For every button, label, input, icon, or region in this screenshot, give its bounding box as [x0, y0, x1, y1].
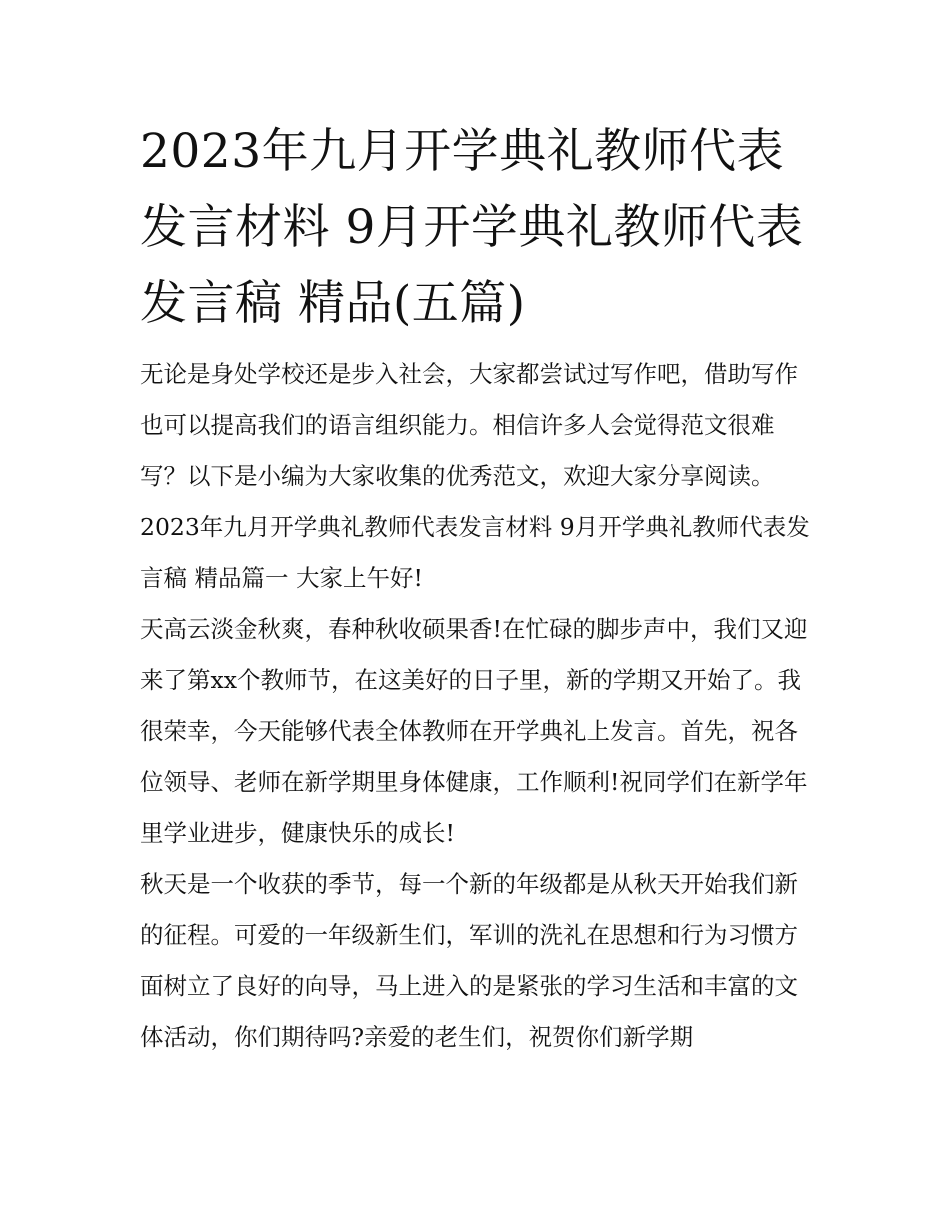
paragraph-autumn: 秋天是一个收获的季节，每一个新的年级都是从秋天开始我们新的征程。可爱的一年级新生们，军训的洗礼在思想和行为习惯方面树立了良好的向导，马上进入的是紧张的学习生活和丰富的文体活动，你们期待吗?亲爱的老生们，祝贺你们新学期: [140, 870, 798, 1051]
paragraph-section-heading: 2023年九月开学典礼教师代表发言材料 9月开学典礼教师代表发言稿 精品篇一 大家上午好!: [140, 513, 810, 592]
paragraph-greeting: 天高云淡金秋爽，春种秋收硕果香!在忙碌的脚步声中，我们又迎来了第xx个教师节，在这美好的日子里，新的学期又开始了。我很荣幸，今天能够代表全体教师在开学典礼上发言。首先，祝各位领导、老师在新学期里身体健康，工作顺利!祝同学们在新学年里学业进步，健康快乐的成长!: [140, 615, 808, 847]
paragraph-intro: 无论是身处学校还是步入社会，大家都尝试过写作吧，借助写作也可以提高我们的语言组织能力。相信许多人会觉得范文很难写？以下是小编为大家收集的优秀范文，欢迎大家分享阅读。: [140, 360, 798, 490]
document-title: 2023年九月开学典礼教师代表发言材料 9月开学典礼教师代表发言稿 精品(五篇): [140, 124, 804, 331]
document-body: [140, 114, 820, 1063]
